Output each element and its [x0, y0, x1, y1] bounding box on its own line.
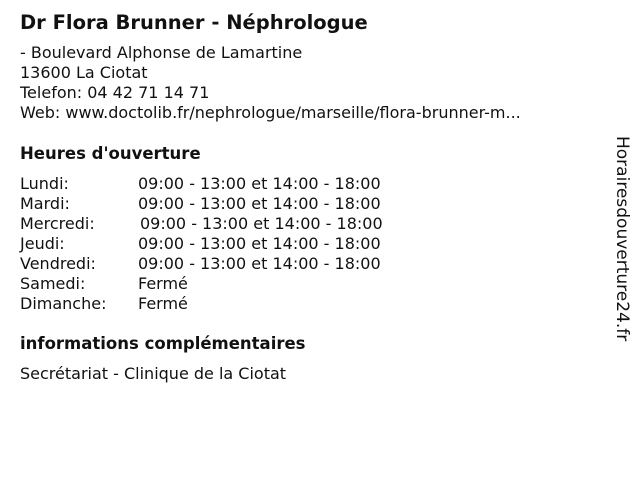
- day-label: Lundi:: [20, 174, 69, 193]
- opening-hours-heading: Heures d'ouverture: [20, 144, 201, 163]
- contact-block: [20, 43, 521, 123]
- day-label: Jeudi:: [20, 234, 65, 253]
- time-range: 09:00 - 13:00 et 14:00 - 18:00: [138, 174, 381, 193]
- day-label: Vendredi:: [20, 254, 96, 273]
- additional-info-text: Secrétariat - Clinique de la Ciotat: [20, 364, 287, 383]
- time-range: 09:00 - 13:00 et 14:00 - 18:00: [138, 194, 381, 213]
- time-range: Fermé: [138, 274, 188, 293]
- street-address: - Boulevard Alphonse de Lamartine: [20, 43, 303, 62]
- time-range: 09:00 - 13:00 et 14:00 - 18:00: [140, 214, 383, 233]
- additional-info-heading: informations complémentaires: [20, 334, 306, 353]
- website-url: Web: www.doctolib.fr/nephrologue/marseille/flora-brunner-m...: [20, 103, 521, 122]
- site-watermark: Horairesdouverture24.fr: [612, 136, 632, 342]
- city-postcode: 13600 La Ciotat: [20, 63, 148, 82]
- day-label: Mercredi:: [20, 214, 95, 233]
- time-range: 09:00 - 13:00 et 14:00 - 18:00: [138, 234, 381, 253]
- phone-number: Telefon: 04 42 71 14 71: [20, 83, 210, 102]
- time-range: 09:00 - 13:00 et 14:00 - 18:00: [138, 254, 381, 273]
- page-title: Dr Flora Brunner - Néphrologue: [20, 11, 368, 34]
- day-label: Mardi:: [20, 194, 70, 213]
- time-range: Fermé: [138, 294, 188, 313]
- day-label: Samedi:: [20, 274, 86, 293]
- day-label: Dimanche:: [20, 294, 107, 313]
